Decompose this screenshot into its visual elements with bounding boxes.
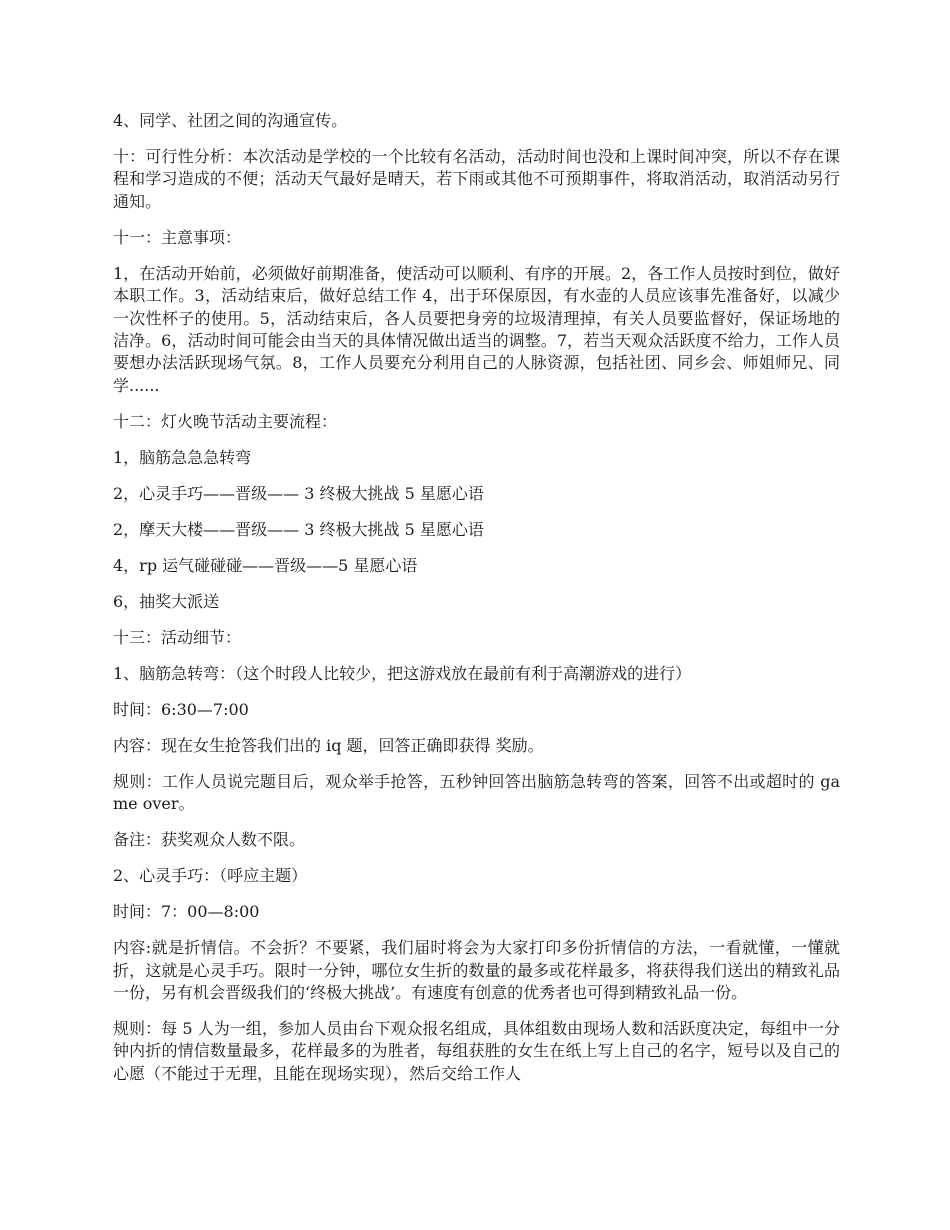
detail-handicraft-rules: 规则：每 5 人为一组，参加人员由台下观众报名组成，具体组数由现场人数和活跃度决定，每组中一分钟内折的情信数量最多，花样最多的为胜者，每组获胜的女生在纸上写上自己的名字，短号以及自己的心愿（不能过于无理，且能在现场实现），然后交给工作人	[113, 1019, 840, 1083]
paragraph-feasibility: 十：可行性分析：本次活动是学校的一个比较有名活动，活动时间也没和上课时间冲突，所以不存在课程和学习造成的不便；活动天气最好是晴天，若下雨或其他不可预期事件，将取消活动，取消活动另行通知。	[113, 147, 840, 211]
flow-item-1: 1，脑筋急急急转弯	[113, 447, 252, 467]
paragraph-notes: 1，在活动开始前，必须做好前期准备，使活动可以顺利、有序的开展。2，各工作人员按时到位，做好本职工作。3，活动结束后，做好总结工作 4，出于环保原因，有水壶的人员应该事先准备好，以减少一次性杯子的使用。5，活动结束后，各人员要把身旁的垃圾清理掉，有关人员要监督好，保证场地的洁净。6，活动时间可能会由当天的具体情况做出适当的调整。7，若当天观众活跃度不给力，工作人员要想办法活跃现场气氛。8，工作人员要充分利用自己的人脉资源，包括社团、同乡会、师姐师兄、同学......	[113, 263, 840, 395]
flow-item-4: 4，rp 运气碰碰碰——晋级——5 星愿心语	[113, 555, 418, 575]
detail-handicraft-content: 内容:就是折情信。不会折？不要紧，我们届时将会为大家打印多份折情信的方法，一看就懂，一懂就折，这就是心灵手巧。限时一分钟，哪位女生折的数量的最多或花样最多，将获得我们送出的精致礼品一份，另有机会晋级我们的‘终极大挑战’。有速度有创意的优秀者也可得到精致礼品一份。	[113, 938, 840, 1003]
flow-item-5: 6，抽奖大派送	[113, 591, 220, 611]
paragraph-publicity: 4、同学、社团之间的沟通宣传。	[113, 111, 348, 130]
detail-brain-teaser-remark: 备注：获奖观众人数不限。	[113, 830, 306, 850]
heading-notes: 十一：主意事项：	[113, 227, 242, 247]
heading-details: 十三：活动细节：	[113, 627, 242, 647]
detail-handicraft-title: 2、心灵手巧：（呼应主题）	[113, 866, 308, 886]
detail-brain-teaser-time: 时间：6:30—7:00	[113, 699, 249, 719]
flow-item-2: 2，心灵手巧——晋级—— 3 终极大挑战 5 星愿心语	[113, 483, 484, 503]
detail-brain-teaser-rules: 规则：工作人员说完题目后，观众举手抢答，五秒钟回答出脑筋急转弯的答案，回答不出或超时的 game over。	[113, 771, 840, 814]
detail-brain-teaser-content: 内容：现在女生抢答我们出的 iq 题，回答正确即获得 奖励。	[113, 735, 544, 755]
detail-handicraft-time: 时间：7：00—8:00	[113, 902, 260, 922]
document-page	[113, 110, 840, 1099]
flow-item-3: 2，摩天大楼——晋级—— 3 终极大挑战 5 星愿心语	[113, 519, 484, 539]
detail-brain-teaser-title: 1、脑筋急转弯：（这个时段人比较少，把这游戏放在最前有利于高潮游戏的进行）	[113, 663, 692, 683]
heading-main-flow: 十二：灯火晚节活动主要流程：	[113, 411, 338, 431]
